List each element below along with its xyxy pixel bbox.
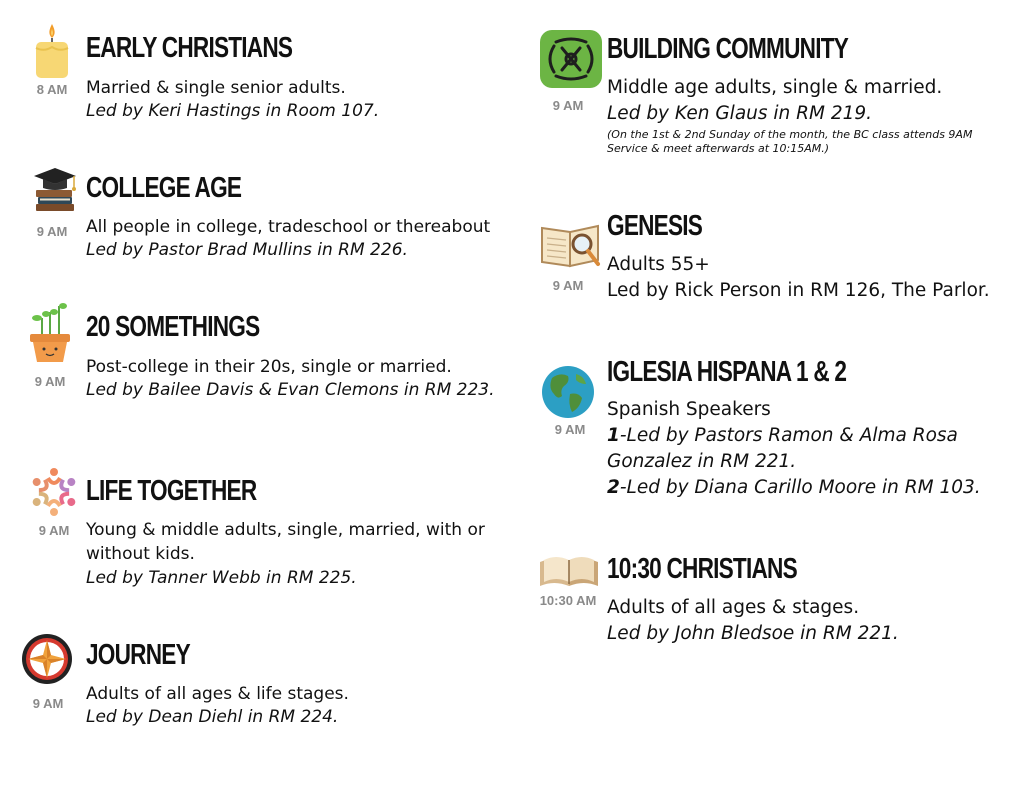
group-title: GENESIS bbox=[607, 210, 703, 242]
group-title: BUILDING COMMUNITY bbox=[607, 33, 849, 65]
time-label: 9 AM bbox=[32, 696, 64, 711]
group-title: IGLESIA HISPANA 1 & 2 bbox=[607, 356, 847, 388]
group-leader: Led by Bailee Davis & Evan Clemons in RM 223. bbox=[86, 380, 495, 400]
book-magnifier-icon bbox=[538, 220, 604, 272]
leader-2-text: -Led by Diana Carillo Moore in RM 103. bbox=[619, 477, 981, 498]
group-description: Adults 55+ bbox=[607, 254, 710, 275]
number-1: 1 bbox=[607, 425, 620, 446]
time-label: 9 AM bbox=[38, 523, 70, 538]
time-label: 9 AM bbox=[552, 98, 584, 113]
globe-icon bbox=[540, 364, 596, 420]
open-book-icon bbox=[538, 552, 600, 588]
group-leader: Led by John Bledsoe in RM 221. bbox=[607, 623, 899, 644]
group-title: COLLEGE AGE bbox=[86, 172, 242, 204]
group-description: All people in college, tradeschool or thereabout bbox=[86, 217, 491, 237]
group-description: Middle age adults, single & married. bbox=[607, 77, 943, 98]
group-leader-1 bbox=[607, 423, 958, 449]
group-description: Adults of all ages & stages. bbox=[607, 597, 860, 618]
time-label: 8 AM bbox=[36, 82, 68, 97]
graduation-books-icon bbox=[30, 164, 80, 214]
number-2: 2 bbox=[607, 477, 620, 498]
candle-icon bbox=[32, 22, 72, 80]
group-leader: Led by Dean Diehl in RM 224. bbox=[86, 707, 339, 727]
group-leader-2 bbox=[607, 475, 981, 501]
group-title: LIFE TOGETHER bbox=[86, 475, 257, 507]
time-label: 9 AM bbox=[552, 278, 584, 293]
group-note: (On the 1st & 2nd Sunday of the month, the BC class attends 9AM Service & meet afterwards at 10:15AM.) bbox=[607, 128, 973, 155]
group-leader-1-cont: Gonzalez in RM 221. bbox=[607, 451, 797, 472]
hands-together-icon bbox=[540, 30, 602, 88]
leader-1-text: -Led by Pastors Ramon & Alma Rosa bbox=[619, 425, 958, 446]
group-description: Married & single senior adults. bbox=[86, 78, 346, 98]
group-leader: Led by Tanner Webb in RM 225. bbox=[86, 568, 357, 588]
group-description: Young & middle adults, single, married, with or bbox=[86, 520, 485, 540]
compass-icon bbox=[20, 632, 74, 686]
group-description: Spanish Speakers bbox=[607, 399, 771, 420]
group-description: Adults of all ages & life stages. bbox=[86, 684, 349, 704]
people-circle-icon bbox=[26, 464, 82, 520]
time-label: 9 AM bbox=[36, 224, 68, 239]
group-title: JOURNEY bbox=[86, 639, 190, 671]
time-label: 9 AM bbox=[554, 422, 586, 437]
group-description: Post-college in their 20s, single or married. bbox=[86, 357, 452, 377]
group-leader: Led by Rick Person in RM 126, The Parlor. bbox=[607, 280, 990, 301]
group-description-cont: without kids. bbox=[86, 544, 195, 564]
time-label: 10:30 AM bbox=[539, 593, 597, 608]
group-title: 10:30 CHRISTIANS bbox=[607, 553, 797, 585]
group-leader: Led by Pastor Brad Mullins in RM 226. bbox=[86, 240, 408, 260]
plant-pot-icon bbox=[28, 300, 72, 364]
time-label: 9 AM bbox=[34, 374, 66, 389]
group-title: 20 SOMETHINGS bbox=[86, 311, 260, 343]
group-leader: Led by Keri Hastings in Room 107. bbox=[86, 101, 380, 121]
group-leader: Led by Ken Glaus in RM 219. bbox=[607, 103, 873, 124]
group-title: EARLY CHRISTIANS bbox=[86, 32, 293, 64]
